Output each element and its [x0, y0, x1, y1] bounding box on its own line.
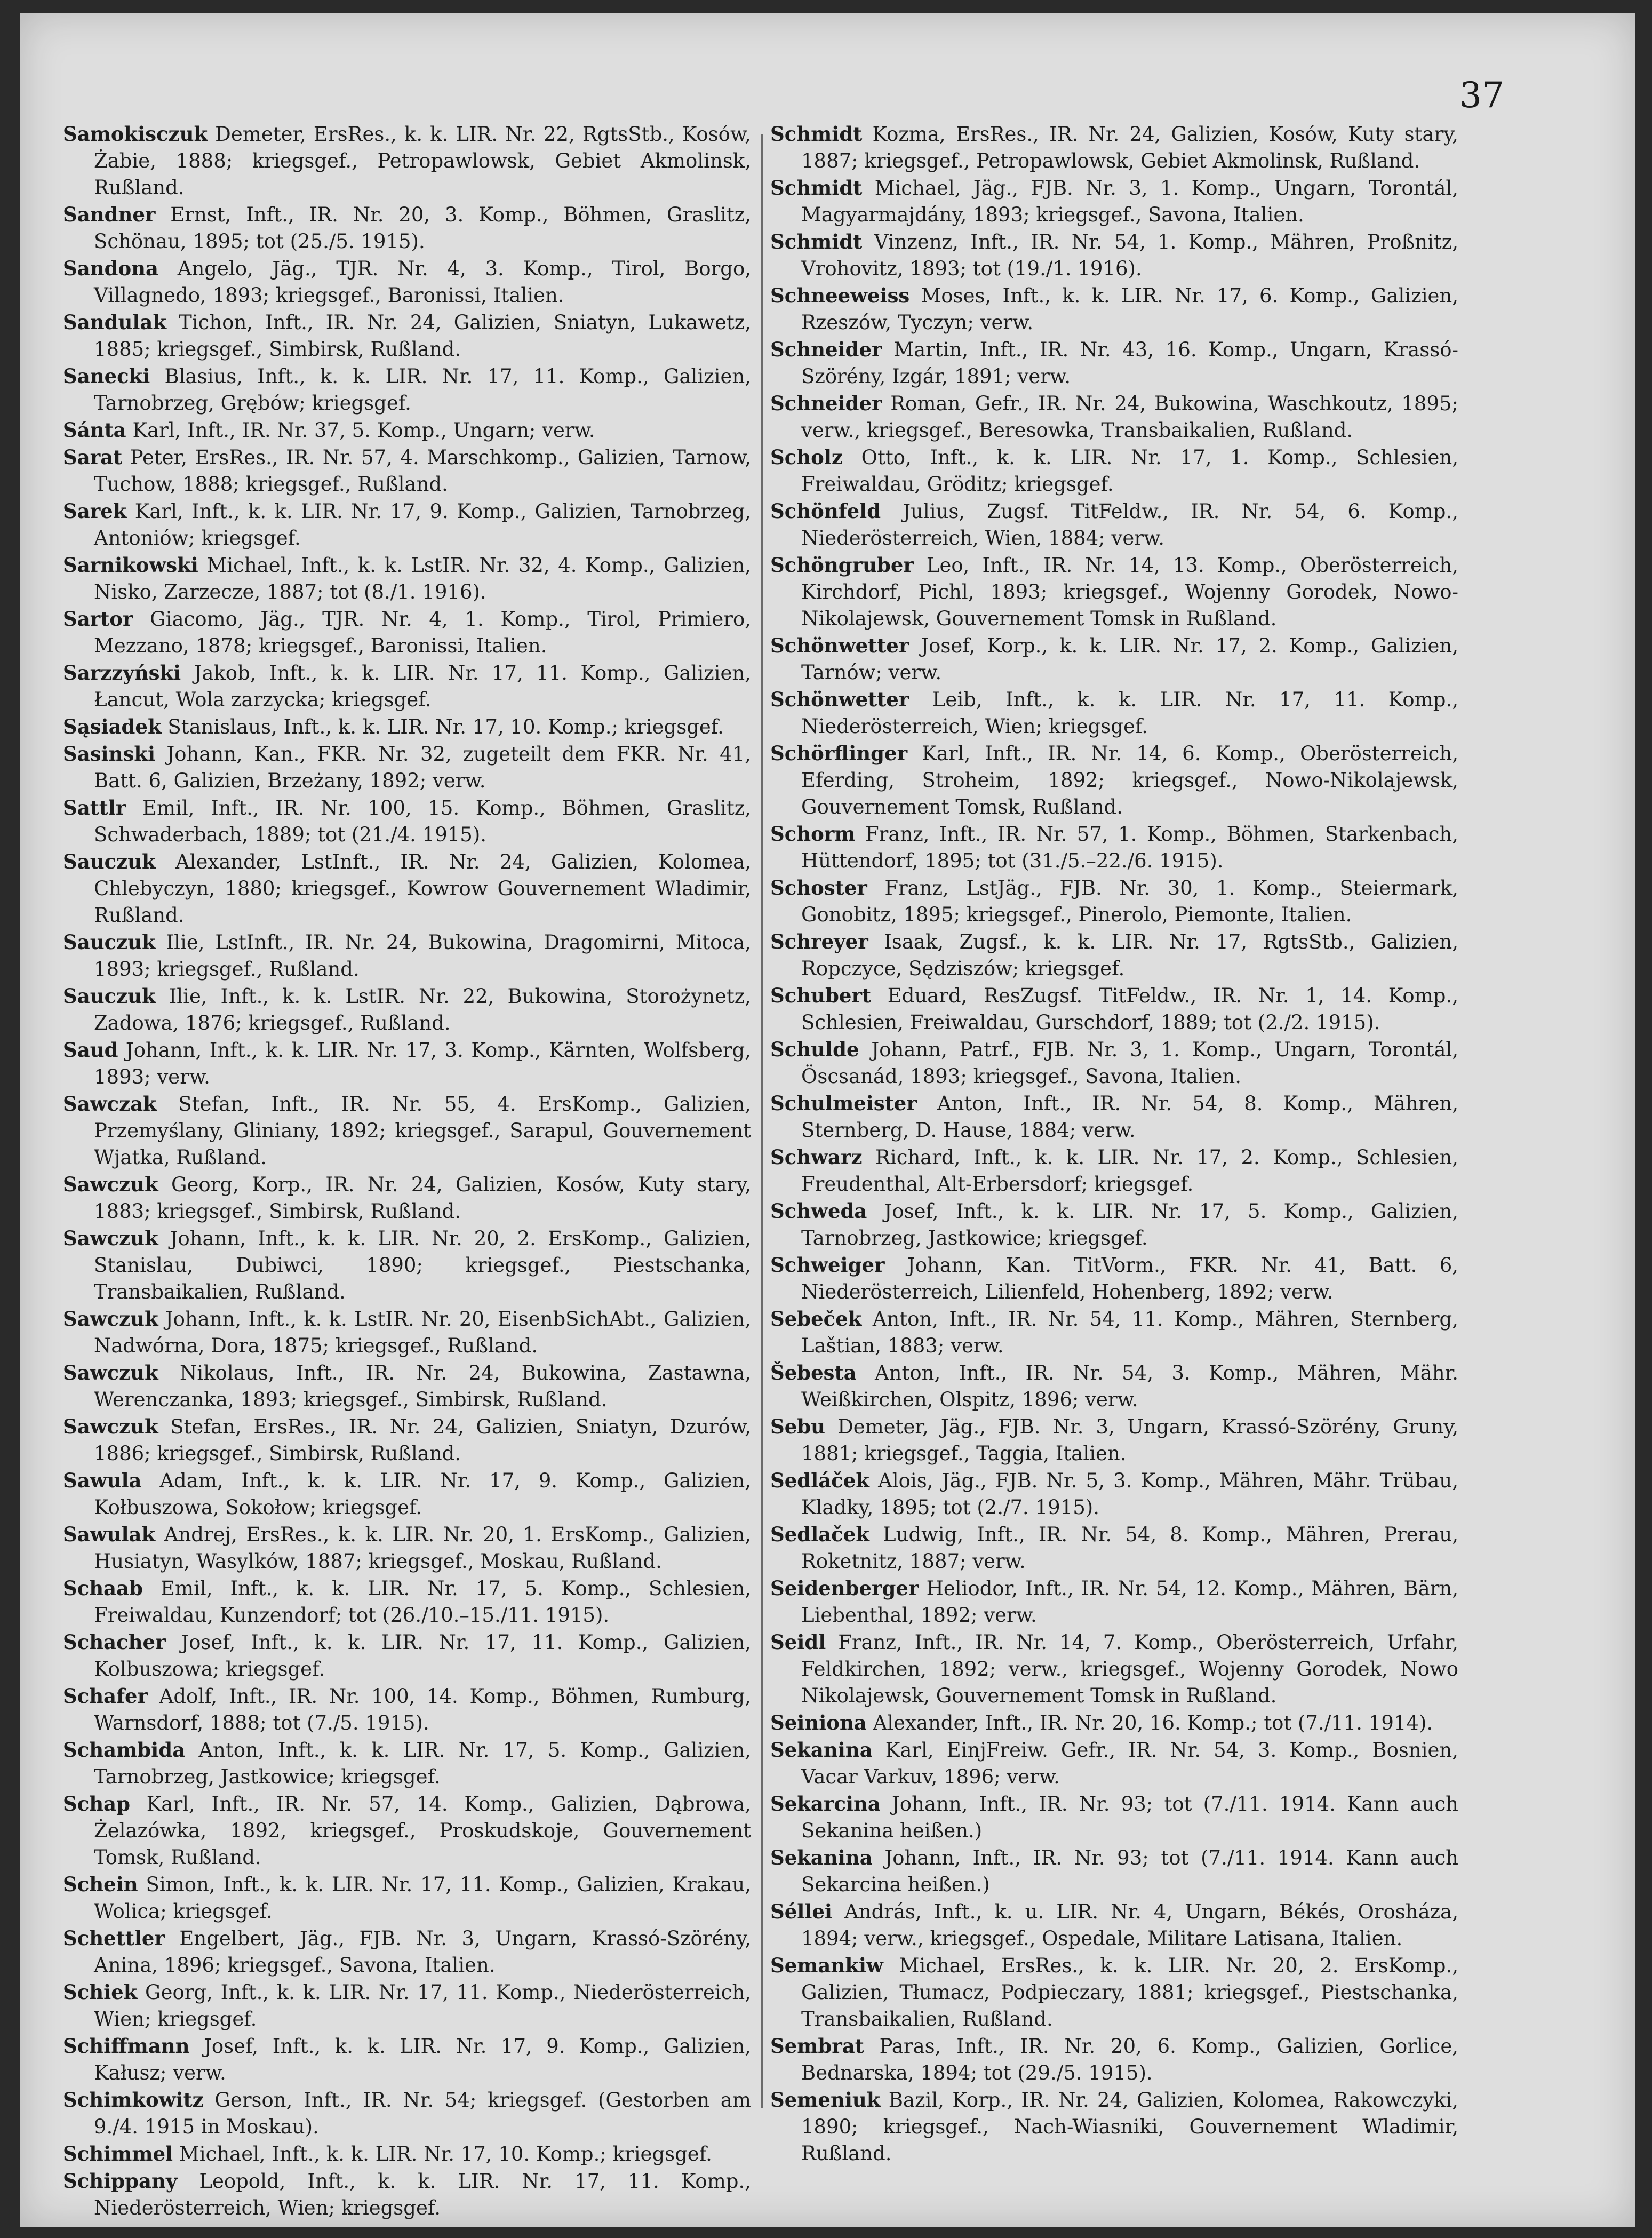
register-entry	[63, 309, 751, 363]
surname: Sedlaček	[770, 1523, 869, 1546]
entry-details: Nikolaus, Inft., IR. Nr. 24, Bukowina, Zastawna, Werenczanka, 1893; kriegsgef., Simbirsk, Rußland.	[94, 1361, 752, 1411]
register-entry	[770, 498, 1458, 552]
entry-details: Karl, Inft., IR. Nr. 14, 6. Komp., Oberösterreich, Eferding, Stroheim, 1892; kriegsgef., Nowo-Nikolajewsk, Gouvernement Tomsk, Rußland.	[801, 742, 1458, 818]
entry-details: Blasius, Inft., k. k. LIR. Nr. 17, 11. Komp., Galizien, Tarnobrzeg, Grębów; kriegsgef.	[94, 365, 751, 415]
entry-details: Adam, Inft., k. k. LIR. Nr. 17, 9. Komp., Galizien, Kołbuszowa, Sokołow; kriegsgef.	[94, 1469, 752, 1519]
entry-details: Johann, Inft., k. k. LIR. Nr. 20, 2. ErsKomp., Galizien, Stanislau, Dubiwci, 1890; kriegsgef., Piestschanka, Transbaikalien, Rußland.	[94, 1227, 752, 1303]
register-entry	[770, 686, 1458, 740]
entry-details: Martin, Inft., IR. Nr. 43, 16. Komp., Ungarn, Krassó-Szörény, Izgár, 1891; verw.	[801, 338, 1458, 388]
register-entry	[63, 1171, 751, 1225]
surname: Schwarz	[770, 1145, 863, 1169]
entry-details: Georg, Korp., IR. Nr. 24, Galizien, Kosów, Kuty stary, 1883; kriegsgef., Simbirsk, Rußland.	[94, 1173, 751, 1223]
entry-details: Moses, Inft., k. k. LIR. Nr. 17, 6. Komp., Galizien, Rzeszów, Tyczyn; verw.	[801, 284, 1459, 334]
entry-details: Johann, Inft., IR. Nr. 93; tot (7./11. 1914. Kann auch Sekarcina heißen.)	[801, 1846, 1458, 1896]
register-entry	[770, 1575, 1458, 1629]
entry-details: Emil, Inft., k. k. LIR. Nr. 17, 5. Komp., Schlesien, Freiwaldau, Kunzendorf; tot (26./10.–15./11. 1915).	[94, 1577, 751, 1627]
register-entry	[770, 1709, 1458, 1737]
surname: Schorm	[770, 822, 856, 846]
register-entry	[63, 498, 751, 552]
register-entry	[63, 1871, 751, 1925]
surname: Sanecki	[63, 364, 150, 388]
entry-details: Karl, EinjFreiw. Gefr., IR. Nr. 54, 3. Komp., Bosnien, Vacar Varkuv, 1896; verw.	[801, 1739, 1458, 1788]
entry-details: Emil, Inft., IR. Nr. 100, 15. Komp., Böhmen, Graslitz, Schwaderbach, 1889; tot (21./4. 1915).	[94, 797, 752, 846]
entry-details: Ilie, LstInft., IR. Nr. 24, Bukowina, Dragomirni, Mitoca, 1893; kriegsgef., Rußland.	[94, 931, 751, 981]
register-entry	[770, 740, 1458, 821]
surname: Schubert	[770, 984, 872, 1007]
surname: Sarat	[63, 445, 123, 469]
register-entry	[63, 2168, 751, 2221]
surname: Semeniuk	[770, 2088, 881, 2112]
register-entry	[63, 1225, 751, 1305]
entry-details: Ernst, Inft., IR. Nr. 20, 3. Komp., Böhmen, Graslitz, Schönau, 1895; tot (25./5. 1915).	[94, 203, 751, 253]
surname: Schaab	[63, 1576, 143, 1600]
surname: Schönwetter	[770, 688, 909, 711]
surname: Sekanina	[770, 1738, 873, 1762]
register-entry	[770, 228, 1458, 282]
entry-details: Gerson, Inft., IR. Nr. 54; kriegsgef. (Gestorben am 9./4. 1915 in Moskau).	[94, 2089, 751, 2138]
entry-details: Julius, Zugsf. TitFeldw., IR. Nr. 54, 6. Komp., Niederösterreich, Wien, 1884; verw.	[801, 500, 1459, 549]
register-entry	[770, 2086, 1458, 2167]
entry-details: Demeter, Jäg., FJB. Nr. 3, Ungarn, Krassó-Szörény, Gruny, 1881; kriegsgef., Taggia, Italien.	[801, 1415, 1459, 1465]
surname: Schafer	[63, 1684, 148, 1708]
entry-details: Georg, Inft., k. k. LIR. Nr. 17, 11. Komp., Niederösterreich, Wien; kriegsgef.	[94, 1981, 751, 2030]
register-entry	[63, 1090, 751, 1171]
surname: Schreyer	[770, 930, 868, 953]
surname: Schmidt	[770, 122, 863, 146]
entry-details: Heliodor, Inft., IR. Nr. 54, 12. Komp., Mähren, Bärn, Liebenthal, 1892; verw.	[801, 1577, 1458, 1627]
register-entry	[63, 1737, 751, 1790]
register-entry	[770, 1198, 1458, 1252]
register-entry	[770, 1252, 1458, 1305]
surname: Sebu	[770, 1415, 826, 1438]
entry-details: András, Inft., k. u. LIR. Nr. 4, Ungarn, Békés, Orosháza, 1894; verw., kriegsgef., Ospedale, Militare Latisana, Italien.	[801, 1900, 1458, 1950]
register-entry	[770, 444, 1458, 498]
register-entry	[770, 821, 1458, 874]
entry-details: Kozma, ErsRes., IR. Nr. 24, Galizien, Kosów, Kuty stary, 1887; kriegsgef., Petropawlowsk, Gebiet Akmolinsk, Rußland.	[801, 123, 1459, 172]
page-number: 37	[1459, 75, 1504, 116]
register-entry	[63, 848, 751, 929]
register-entry	[770, 390, 1458, 444]
entry-details: Adolf, Inft., IR. Nr. 100, 14. Komp., Böhmen, Rumburg, Warnsdorf, 1888; tot (7./5. 1915).	[94, 1685, 751, 1734]
entry-details: Stefan, Inft., IR. Nr. 55, 4. ErsKomp., Galizien, Przemyślany, Gliniany, 1892; kriegsgef., Sarapul, Gouvernement Wjatka, Rußland.	[94, 1093, 752, 1169]
surname: Sawulak	[63, 1523, 156, 1546]
entry-details: Anton, Inft., IR. Nr. 54, 3. Komp., Mähren, Mähr. Weißkirchen, Olspitz, 1896; verw.	[801, 1361, 1458, 1411]
register-entry	[63, 201, 751, 255]
surname: Schneeweiss	[770, 284, 910, 307]
register-entry	[770, 2033, 1458, 2086]
register-entry	[63, 1790, 751, 1871]
register-entry	[770, 1467, 1458, 1521]
entry-details: Franz, Inft., IR. Nr. 57, 1. Komp., Böhmen, Starkenbach, Hüttendorf, 1895; tot (31./5.–22./6. 1915).	[801, 823, 1459, 872]
surname: Sasinski	[63, 742, 156, 766]
surname: Schweda	[770, 1199, 867, 1223]
entry-details: Leo, Inft., IR. Nr. 14, 13. Komp., Oberösterreich, Kirchdorf, Pichl, 1893; kriegsgef., Wojenny Gorodek, Nowo-Nikolajewsk, Gouvernement Tomsk in Rußland.	[801, 554, 1458, 630]
entry-details: Anton, Inft., IR. Nr. 54, 11. Komp., Mähren, Sternberg, Laštian, 1883; verw.	[801, 1308, 1459, 1357]
entry-details: Johann, Kan., FKR. Nr. 32, zugeteilt dem FKR. Nr. 41, Batt. 6, Galizien, Brzeżany, 1892; verw.	[94, 743, 751, 792]
entry-details: Alexander, Inft., IR. Nr. 20, 16. Komp.; tot (7./11. 1914).	[873, 1711, 1433, 1734]
entry-details: Alexander, LstInft., IR. Nr. 24, Galizien, Kolomea, Chlebyczyn, 1880; kriegsgef., Kowrow Gouvernement Wladimir, Rußland.	[94, 850, 751, 927]
surname: Schiek	[63, 1980, 138, 2004]
register-entry	[63, 255, 751, 309]
entry-details: Franz, LstJäg., FJB. Nr. 30, 1. Komp., Steiermark, Gonobitz, 1895; kriegsgef., Pinerolo, Piemonte, Italien.	[801, 877, 1458, 926]
surname: Sembrat	[770, 2034, 864, 2058]
entry-details: Johann, Inft., k. k. LIR. Nr. 17, 3. Komp., Kärnten, Wolfsberg, 1893; verw.	[94, 1039, 752, 1088]
register-entry	[63, 1925, 751, 1979]
surname: Sawczuk	[63, 1307, 158, 1331]
register-entry	[770, 552, 1458, 632]
surname: Sattlr	[63, 796, 126, 819]
register-entry	[63, 1575, 751, 1629]
entry-details: Michael, Inft., k. k. LstIR. Nr. 32, 4. Komp., Galizien, Nisko, Zarzecze, 1887; tot (8./1. 1916).	[94, 554, 751, 603]
register-entry	[63, 121, 751, 201]
register-entry	[63, 444, 751, 498]
entry-details: Ludwig, Inft., IR. Nr. 54, 8. Komp., Mähren, Prerau, Roketnitz, 1887; verw.	[801, 1523, 1459, 1573]
surname: Schacher	[63, 1630, 166, 1654]
register-entry	[63, 2086, 751, 2140]
entry-details: Engelbert, Jäg., FJB. Nr. 3, Ungarn, Krassó-Szörény, Anina, 1896; kriegsgef., Savona, Italien.	[94, 1927, 751, 1977]
entry-details: Josef, Inft., k. k. LIR. Nr. 17, 5. Komp., Galizien, Tarnobrzeg, Jastkowice; kriegsgef.	[801, 1200, 1458, 1249]
entry-details: Bazil, Korp., IR. Nr. 24, Galizien, Kolomea, Rakowczyki, 1890; kriegsgef., Nach-Wiasniki, Gouvernement Wladimir, Rußland.	[801, 2089, 1459, 2165]
surname: Seidl	[770, 1630, 826, 1654]
register-entry	[770, 874, 1458, 928]
entry-details: Vinzenz, Inft., IR. Nr. 54, 1. Komp., Mähren, Proßnitz, Vrohovitz, 1893; tot (19./1. 1916).	[801, 230, 1458, 280]
surname: Seiniona	[770, 1711, 867, 1734]
register-entry	[63, 983, 751, 1037]
register-entry	[63, 2033, 751, 2086]
register-entry	[63, 1413, 751, 1467]
surname: Sandner	[63, 203, 156, 226]
register-entry	[770, 1952, 1458, 2033]
register-entry	[63, 1037, 751, 1090]
surname: Sawczuk	[63, 1361, 158, 1384]
surname: Schap	[63, 1792, 130, 1815]
surname: Semankiw	[770, 1954, 883, 1977]
register-entry	[63, 606, 751, 659]
register-entry	[770, 174, 1458, 228]
register-entry	[770, 1629, 1458, 1709]
register-entry	[770, 1413, 1458, 1467]
entry-details: Ilie, Inft., k. k. LstIR. Nr. 22, Bukowina, Storożynetz, Zadowa, 1876; kriegsgef., Rußland.	[94, 985, 751, 1034]
surname: Sebeček	[770, 1307, 862, 1331]
surname: Schulmeister	[770, 1092, 917, 1115]
entry-details: Josef, Inft., k. k. LIR. Nr. 17, 11. Komp., Galizien, Kolbuszowa; kriegsgef.	[94, 1631, 752, 1681]
surname: Sandona	[63, 257, 159, 280]
entry-details: Simon, Inft., k. k. LIR. Nr. 17, 11. Komp., Galizien, Krakau, Wolica; kriegsgef.	[94, 1873, 751, 1923]
register-entry	[770, 632, 1458, 686]
register-entry	[63, 1359, 751, 1413]
entry-details: Karl, Inft., k. k. LIR. Nr. 17, 9. Komp., Galizien, Tarnobrzeg, Antoniów; kriegsgef.	[94, 500, 751, 549]
register-entry	[63, 2140, 751, 2168]
entry-details: Isaak, Zugsf., k. k. LIR. Nr. 17, RgtsStb., Galizien, Ropczyce, Sędziszów; kriegsgef.	[801, 930, 1458, 980]
surname: Schneider	[770, 338, 882, 361]
register-entry	[770, 982, 1458, 1036]
register-entry	[770, 1090, 1458, 1144]
surname: Schweiger	[770, 1253, 885, 1277]
surname: Sauczuk	[63, 984, 156, 1008]
register-entry	[63, 929, 751, 983]
surname: Sarzzyński	[63, 661, 181, 684]
register-entry	[63, 1467, 751, 1521]
register-entry	[63, 740, 751, 794]
surname: Sandulak	[63, 310, 167, 334]
register-entry	[63, 713, 751, 740]
surname: Schneider	[770, 392, 882, 415]
surname: Schimkowitz	[63, 2088, 204, 2112]
entry-details: Paras, Inft., IR. Nr. 20, 6. Komp., Galizien, Gorlice, Bednarska, 1894; tot (29./5. 1915).	[801, 2035, 1458, 2084]
surname: Sedláček	[770, 1469, 869, 1492]
entry-details: Karl, Inft., IR. Nr. 37, 5. Komp., Ungarn; verw.	[132, 419, 595, 442]
surname: Sawula	[63, 1469, 142, 1492]
entry-details: Anton, Inft., k. k. LIR. Nr. 17, 5. Komp., Galizien, Tarnobrzeg, Jastkowice; kriegsgef.	[94, 1739, 751, 1788]
surname: Seidenberger	[770, 1576, 919, 1600]
entry-details: Michael, Inft., k. k. LIR. Nr. 17, 10. Komp.; kriegsgef.	[179, 2143, 712, 2165]
entry-details: Jakob, Inft., k. k. LIR. Nr. 17, 11. Komp., Galizien, Łancut, Wola zarzycka; kriegsgef.	[94, 662, 752, 711]
surname: Sawczuk	[63, 1226, 158, 1250]
register-entry	[770, 1359, 1458, 1413]
register-entry	[770, 1521, 1458, 1575]
surname: Sauczuk	[63, 930, 156, 954]
register-entry	[770, 1790, 1458, 1844]
surname: Schiffmann	[63, 2034, 190, 2058]
entry-details: Otto, Inft., k. k. LIR. Nr. 17, 1. Komp., Schlesien, Freiwaldau, Gröditz; kriegsgef.	[801, 446, 1459, 496]
entry-details: Eduard, ResZugsf. TitFeldw., IR. Nr. 1, 14. Komp., Schlesien, Freiwaldau, Gurschdorf, 1889; tot (2./2. 1915).	[801, 984, 1458, 1034]
surname: Schöngruber	[770, 553, 914, 577]
surname: Sarnikowski	[63, 553, 198, 577]
register-entry	[63, 794, 751, 848]
surname: Schönwetter	[770, 634, 909, 657]
register-entry	[63, 363, 751, 417]
entry-details: Josef, Korp., k. k. LIR. Nr. 17, 2. Komp., Galizien, Tarnów; verw.	[801, 634, 1458, 684]
surname: Sauczuk	[63, 850, 156, 873]
entry-details: Giacomo, Jäg., TJR. Nr. 4, 1. Komp., Tirol, Primiero, Mezzano, 1878; kriegsgef., Baronissi, Italien.	[94, 608, 751, 657]
register-entry	[63, 659, 751, 713]
register-entry	[770, 336, 1458, 390]
surname: Schimmel	[63, 2142, 173, 2165]
register-entry	[63, 552, 751, 606]
register-entry	[770, 121, 1458, 174]
surname: Schambida	[63, 1738, 186, 1762]
surname: Sekarcina	[770, 1792, 881, 1815]
surname: Schippany	[63, 2169, 178, 2193]
register-entry	[63, 1305, 751, 1359]
register-entry	[63, 1629, 751, 1683]
surname: Sartor	[63, 607, 133, 631]
column-divider	[761, 134, 763, 2108]
entry-details: Stanislaus, Inft., k. k. LIR. Nr. 17, 10. Komp.; kriegsgef.	[167, 715, 724, 738]
surname: Sawczak	[63, 1092, 157, 1116]
surname: Schmidt	[770, 176, 863, 200]
entry-details: Leib, Inft., k. k. LIR. Nr. 17, 11. Komp., Niederösterreich, Wien; kriegsgef.	[801, 688, 1458, 738]
entry-details: Roman, Gefr., IR. Nr. 24, Bukowina, Waschkoutz, 1895; verw., kriegsgef., Beresowka, Transbaikalien, Rußland.	[801, 392, 1458, 442]
surname: Schönfeld	[770, 499, 881, 523]
surname: Sawczuk	[63, 1415, 158, 1438]
register-entry	[770, 1305, 1458, 1359]
surname: Scholz	[770, 445, 843, 469]
register-entry	[770, 1844, 1458, 1898]
surname: Séllei	[770, 1900, 832, 1923]
register-entry	[770, 928, 1458, 982]
entry-details: Stefan, ErsRes., IR. Nr. 24, Galizien, Sniatyn, Dzurów, 1886; kriegsgef., Simbirsk, Rußland.	[94, 1415, 751, 1465]
entry-details: Johann, Inft., IR. Nr. 93; tot (7./11. 1914. Kann auch Sekanina heißen.)	[801, 1793, 1459, 1842]
register-entry	[63, 417, 751, 444]
entry-details: Anton, Inft., IR. Nr. 54, 8. Komp., Mähren, Sternberg, D. Hause, 1884; verw.	[801, 1092, 1458, 1142]
entry-details: Tichon, Inft., IR. Nr. 24, Galizien, Sniatyn, Lukawetz, 1885; kriegsgef., Simbirsk, Rußland.	[94, 311, 751, 361]
left-column	[63, 121, 751, 2221]
surname: Schörflinger	[770, 742, 908, 765]
register-entry	[63, 1521, 751, 1575]
entry-details: Johann, Inft., k. k. LstIR. Nr. 20, EisenbSichAbt., Galizien, Nadwórna, Dora, 1875; kriegsgef., Rußland.	[94, 1308, 751, 1357]
entry-details: Leopold, Inft., k. k. LIR. Nr. 17, 11. Komp., Niederösterreich, Wien; kriegsgef.	[94, 2170, 752, 2219]
surname: Samokisczuk	[63, 122, 208, 146]
surname: Sąsiadek	[63, 715, 162, 738]
surname: Schettler	[63, 1926, 165, 1950]
entry-details: Michael, ErsRes., k. k. LIR. Nr. 20, 2. ErsKomp., Galizien, Tłumacz, Podpieczary, 1881; kriegsgef., Piestschanka, Transbaikalien, Rußland.	[801, 1954, 1458, 2030]
surname: Schoster	[770, 876, 867, 899]
surname: Sawczuk	[63, 1173, 158, 1196]
surname: Saud	[63, 1038, 118, 1062]
entry-details: Angelo, Jäg., TJR. Nr. 4, 3. Komp., Tirol, Borgo, Villagnedo, 1893; kriegsgef., Baronissi, Italien.	[94, 257, 751, 307]
surname: Sarek	[63, 499, 127, 523]
entry-details: Andrej, ErsRes., k. k. LIR. Nr. 20, 1. ErsKomp., Galizien, Husiatyn, Wasylków, 1887; kriegsgef., Moskau, Rußland.	[94, 1523, 752, 1573]
surname: Sekanina	[770, 1846, 873, 1869]
surname: Sánta	[63, 418, 126, 442]
register-entry	[770, 1737, 1458, 1790]
register-entry	[770, 1144, 1458, 1198]
entry-details: Michael, Jäg., FJB. Nr. 3, 1. Komp., Ungarn, Torontál, Magyarmajdány, 1893; kriegsgef., Savona, Italien.	[801, 177, 1458, 226]
right-column	[770, 121, 1458, 2167]
entry-details: Richard, Inft., k. k. LIR. Nr. 17, 2. Komp., Schlesien, Freudenthal, Alt-Erbersdorf; kriegsgef.	[801, 1146, 1459, 1196]
register-entry	[770, 1036, 1458, 1090]
surname: Šebesta	[770, 1361, 857, 1384]
register-entry	[63, 1683, 751, 1737]
surname: Schein	[63, 1873, 138, 1896]
entry-details: Josef, Inft., k. k. LIR. Nr. 17, 9. Komp., Galizien, Kałusz; verw.	[94, 2035, 751, 2084]
register-entry	[770, 1898, 1458, 1952]
entry-details: Karl, Inft., IR. Nr. 57, 14. Komp., Galizien, Dąbrowa, Żelazówka, 1892, kriegsgef., Proskudskoje, Gouvernement Tomsk, Rußland.	[94, 1793, 751, 1869]
entry-details: Franz, Inft., IR. Nr. 14, 7. Komp., Oberösterreich, Urfahr, Feldkirchen, 1892; verw., kriegsgef., Wojenny Gorodek, Nowo Nikolajewsk, Gouvernement Tomsk in Rußland.	[801, 1631, 1458, 1707]
entry-details: Alois, Jäg., FJB. Nr. 5, 3. Komp., Mähren, Mähr. Trübau, Kladky, 1895; tot (2./7. 1915).	[801, 1469, 1458, 1519]
entry-details: Peter, ErsRes., IR. Nr. 57, 4. Marschkomp., Galizien, Tarnow, Tuchow, 1888; kriegsgef., Rußland.	[94, 446, 751, 496]
surname: Schulde	[770, 1038, 859, 1061]
register-entry	[770, 282, 1458, 336]
entry-details: Johann, Kan. TitVorm., FKR. Nr. 41, Batt. 6, Niederösterreich, Lilienfeld, Hohenberg, 1892; verw.	[801, 1254, 1458, 1303]
entry-details: Johann, Patrf., FJB. Nr. 3, 1. Komp., Ungarn, Torontál, Öscsanád, 1893; kriegsgef., Savona, Italien.	[801, 1038, 1458, 1088]
surname: Schmidt	[770, 230, 863, 253]
entry-details: Demeter, ErsRes., k. k. LIR. Nr. 22, RgtsStb., Kosów, Żabie, 1888; kriegsgef., Petropawlowsk, Gebiet Akmolinsk, Rußland.	[94, 123, 751, 199]
register-entry	[63, 1979, 751, 2033]
